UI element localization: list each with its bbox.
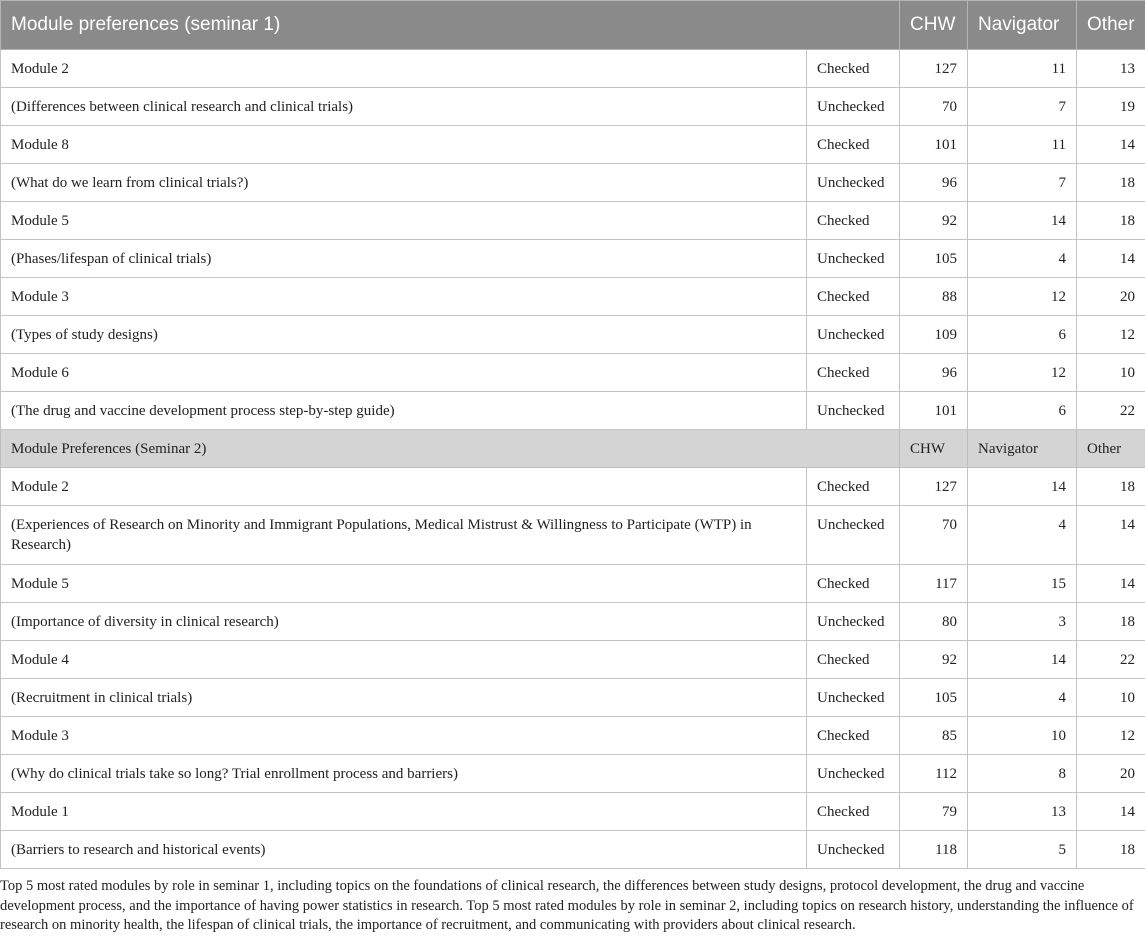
status-cell: Checked [807,468,900,506]
module-label: (Types of study designs) [1,316,807,354]
table-row [1,88,1145,126]
table-footnote: Top 5 most rated modules by role in seminar 1, including topics on the foundations of clinical research, the differences between study designs, protocol development, the drug and vaccine development process, and the importance of having power statistics in research. Top 5 most rated modules by role in seminar 2, including topics on research history, understanding the influence of research on minority health, the lifespan of clinical trials, the importance of recruitment, and communicating with providers about clinical research. [0,878,1134,933]
module-label: (What do we learn from clinical trials?) [1,164,807,202]
navigator-count: 15 [968,565,1077,603]
module-label: Module 1 [1,793,807,831]
status-cell: Unchecked [807,392,900,430]
module-label: (Barriers to research and historical events) [1,831,807,869]
seminar2-title: Module Preferences (Seminar 2) [1,430,900,468]
table-row [1,641,1145,679]
table-row [1,316,1145,354]
module-label: Module 3 [1,717,807,755]
table-row [1,392,1145,430]
other-count: 14 [1077,506,1145,565]
table-row [1,468,1145,506]
table-row [1,50,1145,88]
other-count: 10 [1077,679,1145,717]
seminar2-col-navigator: Navigator [968,430,1077,468]
seminar1-header-row [1,1,1145,50]
module-label: (Experiences of Research on Minority and Immigrant Populations, Medical Mistrust & Willingness to Participate (WTP) in Research) [1,506,807,565]
chw-count: 96 [900,164,968,202]
status-cell: Unchecked [807,679,900,717]
navigator-count: 7 [968,164,1077,202]
status-cell: Checked [807,717,900,755]
table-row [1,164,1145,202]
navigator-count: 14 [968,641,1077,679]
status-cell: Checked [807,202,900,240]
module-label: Module 2 [1,50,807,88]
navigator-count: 4 [968,506,1077,565]
navigator-count: 12 [968,354,1077,392]
module-label: (Recruitment in clinical trials) [1,679,807,717]
seminar2-header-row [1,430,1145,468]
table-row [1,717,1145,755]
status-cell: Unchecked [807,316,900,354]
seminar2-body [1,468,1145,869]
navigator-count: 11 [968,50,1077,88]
chw-count: 117 [900,565,968,603]
module-label: (The drug and vaccine development process step-by-step guide) [1,392,807,430]
chw-count: 79 [900,793,968,831]
seminar2-col-other: Other [1077,430,1145,468]
module-label: Module 5 [1,565,807,603]
module-label: Module 3 [1,278,807,316]
navigator-count: 11 [968,126,1077,164]
seminar1-col-chw: CHW [900,1,968,50]
chw-count: 101 [900,392,968,430]
other-count: 14 [1077,793,1145,831]
navigator-count: 4 [968,240,1077,278]
seminar2-col-chw: CHW [900,430,968,468]
other-count: 14 [1077,240,1145,278]
chw-count: 85 [900,717,968,755]
status-cell: Unchecked [807,240,900,278]
other-count: 12 [1077,717,1145,755]
module-label: Module 8 [1,126,807,164]
other-count: 12 [1077,316,1145,354]
other-count: 19 [1077,88,1145,126]
chw-count: 96 [900,354,968,392]
table-row [1,354,1145,392]
other-count: 22 [1077,641,1145,679]
module-label: (Differences between clinical research and clinical trials) [1,88,807,126]
chw-count: 70 [900,506,968,565]
other-count: 22 [1077,392,1145,430]
module-label: Module 2 [1,468,807,506]
other-count: 18 [1077,603,1145,641]
status-cell: Checked [807,565,900,603]
navigator-count: 3 [968,603,1077,641]
module-label: (Why do clinical trials take so long? Trial enrollment process and barriers) [1,755,807,793]
table-row [1,278,1145,316]
seminar1-title: Module preferences (seminar 1) [1,1,900,50]
other-count: 20 [1077,755,1145,793]
table-row [1,240,1145,278]
table-row [1,755,1145,793]
table-row [1,831,1145,869]
navigator-count: 6 [968,316,1077,354]
module-label: (Importance of diversity in clinical research) [1,603,807,641]
chw-count: 101 [900,126,968,164]
status-cell: Checked [807,641,900,679]
navigator-count: 8 [968,755,1077,793]
status-cell: Unchecked [807,164,900,202]
other-count: 10 [1077,354,1145,392]
status-cell: Checked [807,793,900,831]
navigator-count: 13 [968,793,1077,831]
table-row [1,565,1145,603]
table-row [1,126,1145,164]
status-cell: Unchecked [807,603,900,641]
chw-count: 109 [900,316,968,354]
module-label: (Phases/lifespan of clinical trials) [1,240,807,278]
table-row [1,679,1145,717]
chw-count: 80 [900,603,968,641]
other-count: 14 [1077,126,1145,164]
seminar1-body [1,50,1145,430]
navigator-count: 6 [968,392,1077,430]
module-label: Module 6 [1,354,807,392]
table-row [1,202,1145,240]
module-label: Module 5 [1,202,807,240]
table-row [1,793,1145,831]
chw-count: 112 [900,755,968,793]
table-row [1,506,1145,565]
navigator-count: 4 [968,679,1077,717]
chw-count: 127 [900,50,968,88]
other-count: 18 [1077,831,1145,869]
status-cell: Checked [807,354,900,392]
seminar1-col-navigator: Navigator [968,1,1077,50]
navigator-count: 10 [968,717,1077,755]
other-count: 20 [1077,278,1145,316]
chw-count: 92 [900,202,968,240]
seminar2-header [1,430,1145,468]
chw-count: 105 [900,679,968,717]
navigator-count: 5 [968,831,1077,869]
other-count: 18 [1077,468,1145,506]
status-cell: Unchecked [807,831,900,869]
chw-count: 127 [900,468,968,506]
status-cell: Checked [807,278,900,316]
chw-count: 88 [900,278,968,316]
table-row [1,603,1145,641]
status-cell: Unchecked [807,506,900,565]
seminar1-col-other: Other [1077,1,1145,50]
other-count: 14 [1077,565,1145,603]
other-count: 13 [1077,50,1145,88]
chw-count: 70 [900,88,968,126]
status-cell: Checked [807,126,900,164]
other-count: 18 [1077,164,1145,202]
navigator-count: 12 [968,278,1077,316]
status-cell: Unchecked [807,88,900,126]
chw-count: 118 [900,831,968,869]
status-cell: Checked [807,50,900,88]
chw-count: 92 [900,641,968,679]
navigator-count: 14 [968,202,1077,240]
navigator-count: 14 [968,468,1077,506]
module-label: Module 4 [1,641,807,679]
navigator-count: 7 [968,88,1077,126]
status-cell: Unchecked [807,755,900,793]
other-count: 18 [1077,202,1145,240]
chw-count: 105 [900,240,968,278]
